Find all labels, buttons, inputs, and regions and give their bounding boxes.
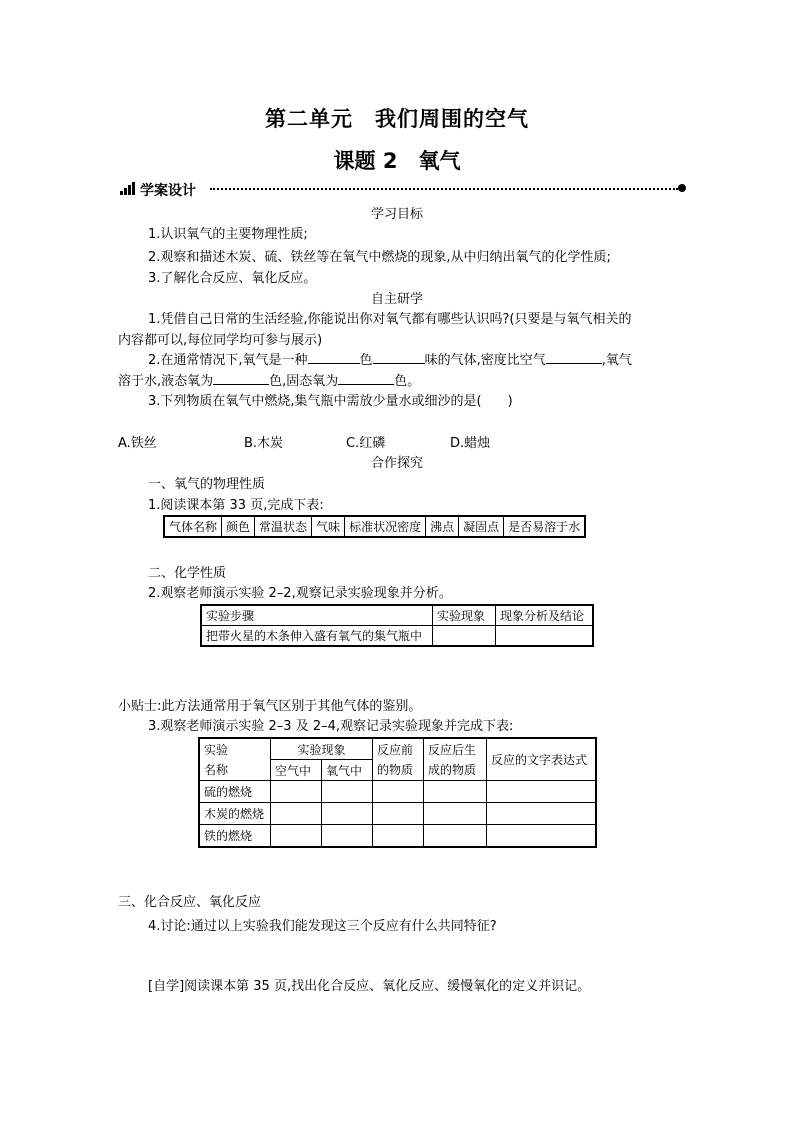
table-header: 实验步骤 [201,605,433,626]
objectives-heading: 学习目标 [370,207,423,222]
table-cell[interactable] [322,825,373,848]
table-cell[interactable] [373,825,424,848]
table-cell[interactable] [487,803,597,825]
table-cell: 标准状况密度 [345,516,426,537]
table-header: 反应前 [373,738,424,760]
table-cell: 把带火星的木条伸入盛有氧气的集气瓶中 [201,626,433,647]
combustion-table [198,737,597,848]
table-cell[interactable] [424,781,487,803]
section-banner [118,180,688,198]
table-cell: 铁的燃烧 [199,825,271,848]
lesson-title: 课题 2 氧气 [333,149,461,173]
section-1-title: 一、氧气的物理性质 [148,477,266,492]
table-header: 实验 [199,738,271,760]
table-row [199,738,596,760]
table-header: 反应的文字表达式 [487,738,597,781]
table-cell: 硫的燃烧 [199,781,271,803]
table-row [199,781,596,803]
table-header: 名称 [199,760,271,781]
table-cell: 颜色 [222,516,255,537]
option-a[interactable]: A.铁丝 [118,436,157,451]
table-header: 成的物质 [424,760,487,781]
table-header: 的物质 [373,760,424,781]
section-1-question: 1.阅读课本第 33 页,完成下表: [148,498,324,513]
section-3-title: 三、化合反应、氧化反应 [118,895,262,910]
table-cell: 是否易溶于水 [504,516,586,537]
option-c[interactable]: C.红磷 [346,436,386,451]
table-header: 反应后生 [424,738,487,760]
cooperative-heading: 合作探究 [370,456,423,471]
section-2-title: 二、化学性质 [148,566,227,581]
table-row [201,605,593,626]
bars-icon [120,182,136,195]
physical-properties-table [163,515,586,538]
self-study-heading: 自主研学 [370,292,423,307]
table-cell[interactable] [322,803,373,825]
table-cell: 常温状态 [255,516,312,537]
table-row [164,516,585,537]
table-cell[interactable] [424,825,487,848]
table-header: 实验现象 [271,738,373,760]
objective-item: 3.了解化合反应、氧化反应。 [148,271,317,286]
table-row [199,803,596,825]
table-cell[interactable] [373,803,424,825]
table-cell[interactable] [271,825,322,848]
table-cell[interactable] [487,781,597,803]
section-3-question: 4.讨论:通过以上实验我们能发现这三个反应有什么共同特征? [148,919,497,934]
answer-blank[interactable] [308,363,360,364]
question-2-line-2: 溶于水,液态氧为 色,固态氧为 色。 [118,374,421,389]
table-cell[interactable] [433,626,496,647]
banner-dotted-line [210,188,678,190]
banner-label: 学案设计 [140,183,196,199]
table-cell: 气味 [312,516,345,537]
answer-blank[interactable] [546,363,602,364]
question-2-line-1: 2.在通常情况下,氧气是一种 色 味的气体,密度比空气 ,氧气 [148,353,632,368]
table-cell: 沸点 [426,516,459,537]
table-header: 实验现象 [433,605,496,626]
table-cell[interactable] [271,803,322,825]
tip-text: 小贴士:此方法通常用于氧气区别于其他气体的鉴别。 [118,699,422,714]
table-header: 空气中 [271,760,322,781]
section-2-question: 2.观察老师演示实验 2–2,观察记录实验现象并分析。 [148,586,452,601]
table-cell[interactable] [496,626,594,647]
table-cell[interactable] [424,803,487,825]
question-1-line-1: 1.凭借自己日常的生活经验,你能说出你对氧气都有哪些认识吗?(只要是与氧气相关的 [148,312,632,327]
table-header: 氧气中 [322,760,373,781]
experiment-2-2-table [200,604,594,647]
question-1-line-2: 内容都可以,每位同学均可参与展示) [118,333,323,348]
answer-blank[interactable] [213,384,269,385]
self-read-instruction: [自学]阅读课本第 35 页,找出化合反应、氧化反应、缓慢氧化的定义并识记。 [148,979,591,994]
section-2-question-3: 3.观察老师演示实验 2–3 及 2–4,观察记录实验现象并完成下表: [148,719,514,734]
table-row [201,626,593,647]
table-cell[interactable] [373,781,424,803]
question-3: 3.下列物质在氧气中燃烧,集气瓶中需放少量水或细沙的是( ) [148,394,513,409]
answer-blank[interactable] [338,384,394,385]
table-cell: 凝固点 [459,516,504,537]
table-row [199,825,596,848]
table-cell: 木炭的燃烧 [199,803,271,825]
table-cell: 气体名称 [164,516,222,537]
table-cell[interactable] [322,781,373,803]
option-d[interactable]: D.蜡烛 [450,436,491,451]
objective-item: 2.观察和描述木炭、硫、铁丝等在氧气中燃烧的现象,从中归纳出氧气的化学性质; [148,250,611,265]
unit-title: 第二单元 我们周围的空气 [265,107,529,131]
table-cell[interactable] [271,781,322,803]
banner-end-dot [678,184,686,192]
answer-blank[interactable] [373,363,425,364]
option-b[interactable]: B.木炭 [244,436,284,451]
table-header: 现象分析及结论 [496,605,594,626]
table-cell[interactable] [487,825,597,848]
objective-item: 1.认识氧气的主要物理性质; [148,227,308,242]
